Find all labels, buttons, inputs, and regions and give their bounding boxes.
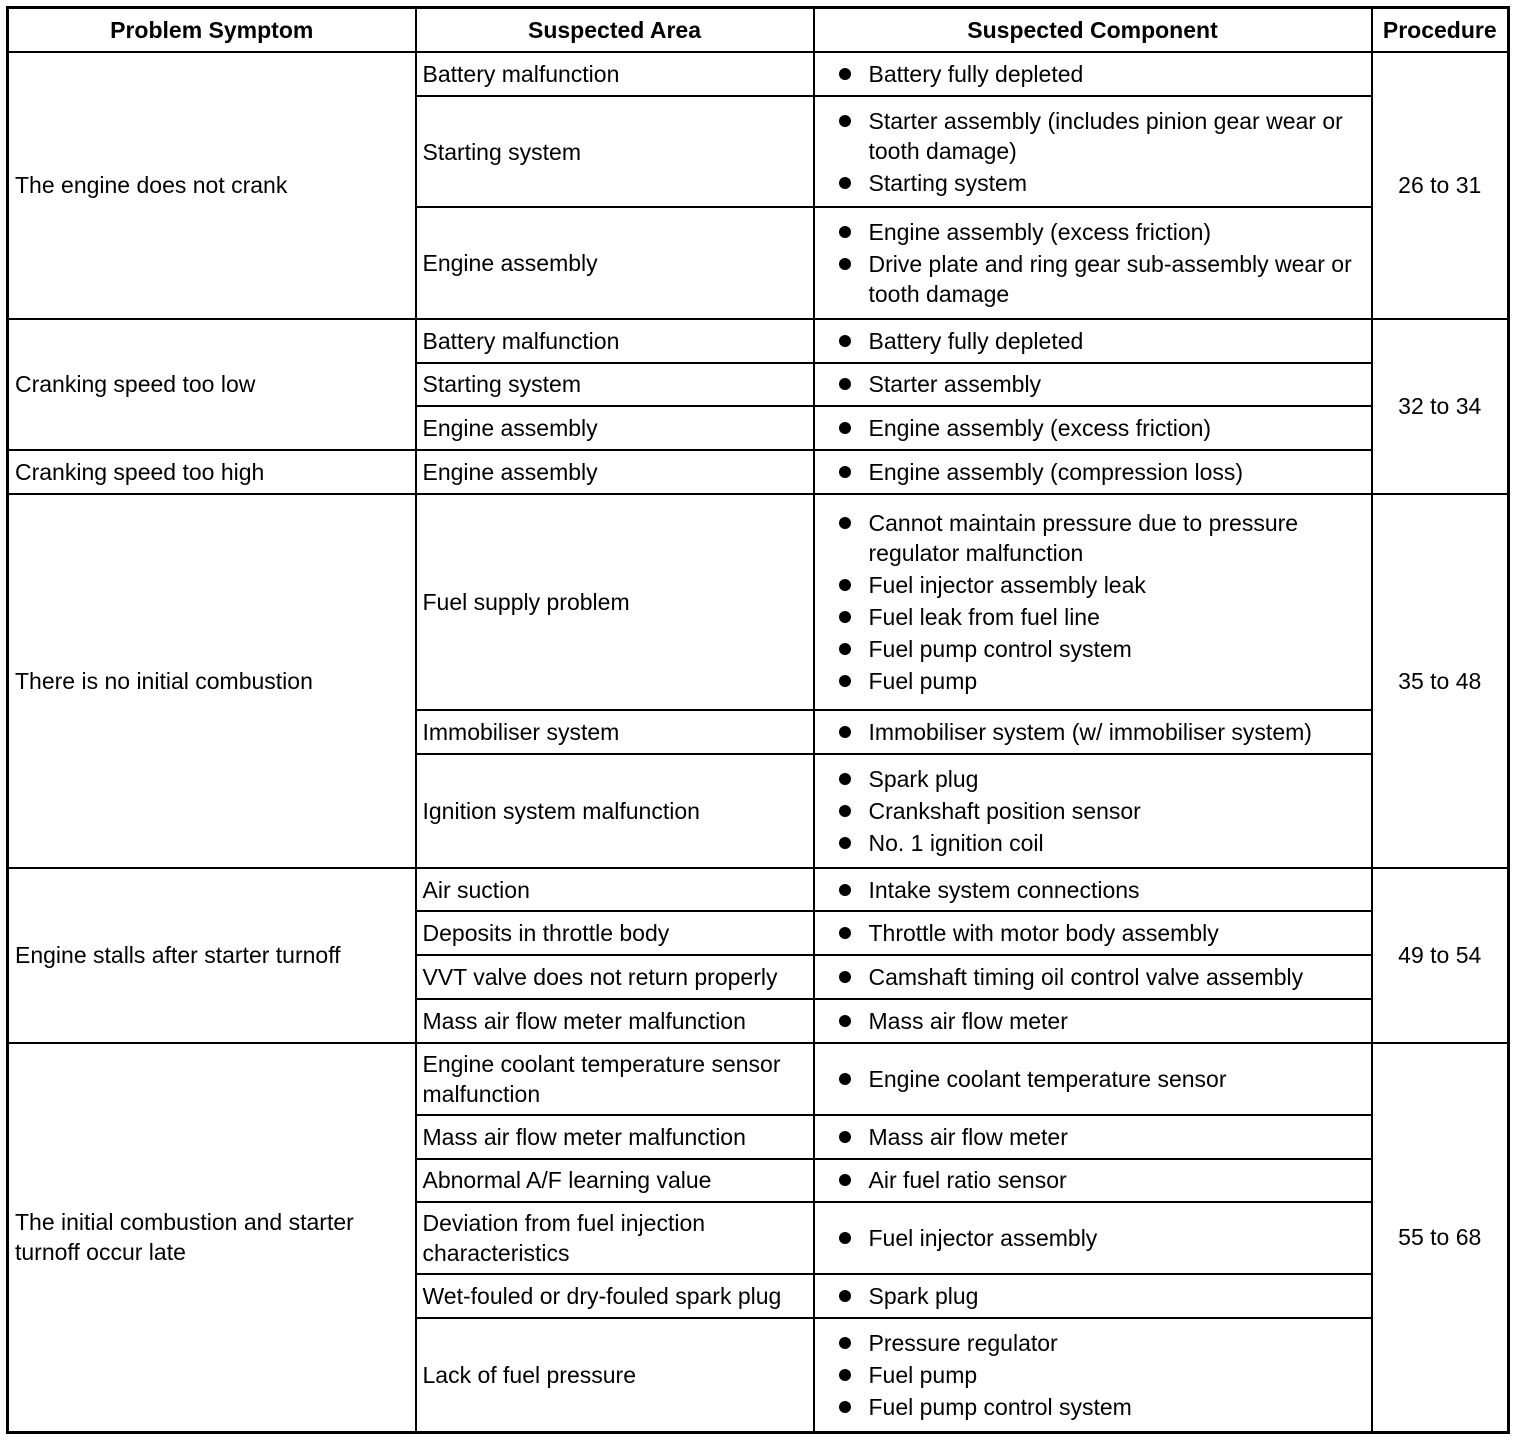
problem-symptom-cell: Engine stalls after starter turnoff (8, 868, 416, 1043)
component-list (837, 1122, 1367, 1152)
suspected-area-cell: Battery malfunction (416, 52, 814, 96)
bullet-icon (839, 643, 851, 655)
list-item (837, 828, 1367, 858)
component-list (837, 1006, 1367, 1036)
bullet-icon (839, 1401, 851, 1413)
list-item (837, 413, 1367, 443)
suspected-area-cell: Deviation from fuel injection characteristics (416, 1202, 814, 1274)
component-list (837, 457, 1367, 487)
suspected-area-cell: Wet-fouled or dry-fouled spark plug (416, 1274, 814, 1318)
suspected-component-cell (814, 450, 1372, 494)
suspected-area-cell: Starting system (416, 96, 814, 208)
component-text: No. 1 ignition coil (868, 829, 1044, 856)
component-text: Fuel pump control system (868, 1394, 1132, 1421)
list-item (837, 666, 1367, 696)
bullet-icon (839, 1232, 851, 1244)
component-text: Engine coolant temperature sensor (868, 1065, 1227, 1092)
list-item (837, 1281, 1367, 1311)
bullet-icon (839, 1337, 851, 1349)
component-text: Fuel pump (868, 1362, 978, 1389)
suspected-component-cell (814, 955, 1372, 999)
suspected-component-cell (814, 96, 1372, 208)
list-item (837, 168, 1367, 198)
component-list (837, 369, 1367, 399)
bullet-icon (839, 675, 851, 687)
component-text: Starting system (868, 169, 1027, 196)
suspected-component-cell (814, 999, 1372, 1043)
component-text: Fuel pump control system (868, 635, 1132, 662)
component-text: Fuel injector assembly (868, 1225, 1098, 1252)
bullet-icon (839, 1174, 851, 1186)
component-text: Crankshaft position sensor (868, 797, 1141, 824)
component-list (837, 106, 1367, 198)
list-item (837, 875, 1367, 905)
suspected-component-cell (814, 494, 1372, 711)
suspected-component-cell (814, 710, 1372, 754)
bullet-icon (839, 971, 851, 983)
list-item (837, 796, 1367, 826)
list-item (837, 1064, 1367, 1094)
component-list (837, 59, 1367, 89)
list-item (837, 602, 1367, 632)
suspected-area-cell: Deposits in throttle body (416, 911, 814, 955)
component-list (837, 764, 1367, 858)
suspected-component-cell (814, 1043, 1372, 1115)
list-item (837, 1122, 1367, 1152)
component-text: Spark plug (868, 765, 979, 792)
procedure-cell: 55 to 68 (1372, 1043, 1509, 1433)
table-body (8, 52, 1509, 1433)
component-text: Fuel leak from fuel line (868, 603, 1100, 630)
suspected-area-cell: Air suction (416, 868, 814, 912)
table-row (8, 52, 1509, 96)
bullet-icon (839, 1131, 851, 1143)
table-row (8, 1043, 1509, 1115)
problem-symptom-cell: Cranking speed too low (8, 319, 416, 450)
component-list (837, 1281, 1367, 1311)
component-text: Pressure regulator (868, 1330, 1058, 1357)
suspected-area-cell: Abnormal A/F learning value (416, 1159, 814, 1203)
troubleshooting-table (6, 6, 1510, 1434)
header-procedure: Procedure (1372, 8, 1509, 53)
bullet-icon (839, 805, 851, 817)
suspected-area-cell: Mass air flow meter malfunction (416, 999, 814, 1043)
suspected-area-cell: Immobiliser system (416, 710, 814, 754)
suspected-component-cell (814, 911, 1372, 955)
header-problem-symptom: Problem Symptom (8, 8, 416, 53)
suspected-component-cell (814, 363, 1372, 407)
suspected-area-cell: Battery malfunction (416, 319, 814, 363)
suspected-area-cell: Lack of fuel pressure (416, 1318, 814, 1432)
component-list (837, 918, 1367, 948)
list-item (837, 59, 1367, 89)
bullet-icon (839, 1290, 851, 1302)
component-text: Cannot maintain pressure due to pressure regulator malfunction (868, 509, 1299, 566)
component-text: Starter assembly (includes pinion gear wear or tooth damage) (868, 107, 1343, 164)
list-item (837, 369, 1367, 399)
bullet-icon (839, 177, 851, 189)
list-item (837, 1328, 1367, 1358)
suspected-area-cell: VVT valve does not return properly (416, 955, 814, 999)
bullet-icon (839, 68, 851, 80)
component-text: Engine assembly (excess friction) (868, 219, 1212, 246)
table-row (8, 494, 1509, 711)
component-text: Intake system connections (868, 876, 1140, 903)
list-item (837, 217, 1367, 247)
bullet-icon (839, 466, 851, 478)
component-list (837, 217, 1367, 309)
component-list (837, 717, 1367, 747)
suspected-component-cell (814, 207, 1372, 319)
procedure-cell: 26 to 31 (1372, 52, 1509, 319)
suspected-component-cell (814, 406, 1372, 450)
list-item (837, 1360, 1367, 1390)
bullet-icon (839, 1369, 851, 1381)
list-item (837, 717, 1367, 747)
suspected-area-cell: Engine assembly (416, 450, 814, 494)
list-item (837, 570, 1367, 600)
list-item (837, 106, 1367, 166)
header-row (8, 8, 1509, 53)
procedure-cell: 35 to 48 (1372, 494, 1509, 868)
list-item (837, 1006, 1367, 1036)
component-text: Air fuel ratio sensor (868, 1167, 1067, 1194)
component-text: Engine assembly (excess friction) (868, 415, 1212, 442)
component-text: Mass air flow meter (868, 1007, 1068, 1034)
suspected-area-cell: Starting system (416, 363, 814, 407)
component-text: Engine assembly (compression loss) (868, 458, 1244, 485)
table-row (8, 868, 1509, 912)
bullet-icon (839, 837, 851, 849)
list-item (837, 764, 1367, 794)
bullet-icon (839, 579, 851, 591)
list-item (837, 962, 1367, 992)
suspected-area-cell: Engine coolant temperature sensor malfunction (416, 1043, 814, 1115)
component-list (837, 1165, 1367, 1195)
bullet-icon (839, 884, 851, 896)
procedure-cell: 32 to 34 (1372, 319, 1509, 494)
component-list (837, 508, 1367, 696)
component-list (837, 1064, 1367, 1094)
suspected-area-cell: Mass air flow meter malfunction (416, 1115, 814, 1159)
list-item (837, 326, 1367, 356)
list-item (837, 1165, 1367, 1195)
component-text: Mass air flow meter (868, 1123, 1068, 1150)
problem-symptom-cell: Cranking speed too high (8, 450, 416, 494)
header-suspected-area: Suspected Area (416, 8, 814, 53)
suspected-area-cell: Engine assembly (416, 406, 814, 450)
component-text: Fuel pump (868, 667, 978, 694)
bullet-icon (839, 1015, 851, 1027)
suspected-component-cell (814, 1115, 1372, 1159)
suspected-area-cell: Engine assembly (416, 207, 814, 319)
bullet-icon (839, 422, 851, 434)
header-suspected-component: Suspected Component (814, 8, 1372, 53)
bullet-icon (839, 611, 851, 623)
component-list (837, 1328, 1367, 1422)
suspected-component-cell (814, 1274, 1372, 1318)
list-item (837, 918, 1367, 948)
component-text: Starter assembly (868, 371, 1042, 398)
list-item (837, 1392, 1367, 1422)
component-text: Throttle with motor body assembly (868, 920, 1219, 947)
bullet-icon (839, 115, 851, 127)
problem-symptom-cell: The initial combustion and starter turnoff occur late (8, 1043, 416, 1433)
list-item (837, 457, 1367, 487)
suspected-component-cell (814, 868, 1372, 912)
suspected-component-cell (814, 52, 1372, 96)
suspected-area-cell: Ignition system malfunction (416, 754, 814, 868)
component-text: Battery fully depleted (868, 327, 1084, 354)
suspected-component-cell (814, 1159, 1372, 1203)
list-item (837, 1223, 1367, 1253)
bullet-icon (839, 226, 851, 238)
bullet-icon (839, 378, 851, 390)
component-list (837, 326, 1367, 356)
component-text: Spark plug (868, 1283, 979, 1310)
list-item (837, 508, 1367, 568)
problem-symptom-cell: The engine does not crank (8, 52, 416, 319)
bullet-icon (839, 1073, 851, 1085)
bullet-icon (839, 773, 851, 785)
component-text: Battery fully depleted (868, 60, 1084, 87)
procedure-cell: 49 to 54 (1372, 868, 1509, 1043)
suspected-component-cell (814, 319, 1372, 363)
suspected-component-cell (814, 754, 1372, 868)
component-text: Camshaft timing oil control valve assembly (868, 964, 1304, 991)
bullet-icon (839, 927, 851, 939)
component-list (837, 1223, 1367, 1253)
suspected-area-cell: Fuel supply problem (416, 494, 814, 711)
table-row (8, 319, 1509, 363)
component-text: Drive plate and ring gear sub-assembly wear or tooth damage (868, 251, 1352, 308)
component-list (837, 413, 1367, 443)
bullet-icon (839, 258, 851, 270)
bullet-icon (839, 335, 851, 347)
list-item (837, 249, 1367, 309)
suspected-component-cell (814, 1202, 1372, 1274)
list-item (837, 634, 1367, 664)
bullet-icon (839, 517, 851, 529)
component-text: Fuel injector assembly leak (868, 571, 1146, 598)
component-text: Immobiliser system (w/ immobiliser system) (868, 719, 1312, 746)
problem-symptom-cell: There is no initial combustion (8, 494, 416, 868)
bullet-icon (839, 726, 851, 738)
table-row (8, 450, 1509, 494)
component-list (837, 962, 1367, 992)
component-list (837, 875, 1367, 905)
suspected-component-cell (814, 1318, 1372, 1432)
